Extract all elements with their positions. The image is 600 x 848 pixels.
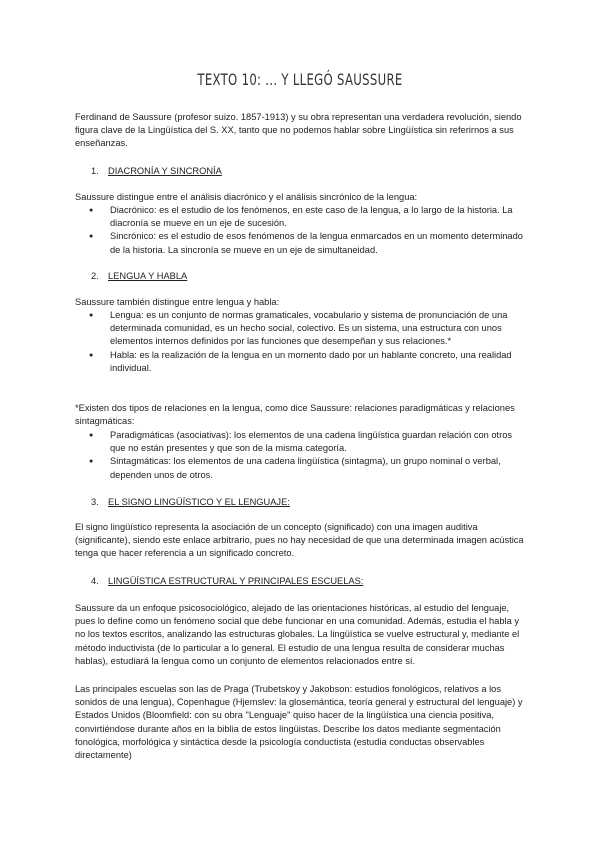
section-3-body: El signo lingüístico representa la asociación de un concepto (significado) con una imagen auditiva (significante), siendo este enlace arbitrario, pues no hay necesidad de que una determinada imagen acústica tenga que hacer referencia a un significado concreto. — [75, 522, 524, 559]
list-item: ● Sincrónico: es el estudio de esos fenómenos de la lengua enmarcados en un momento determinado de la historia. La sincronía se mueve en un eje de simultaneidad. — [75, 230, 530, 256]
intro-paragraph: Ferdinand de Saussure (profesor suizo. 1857-1913) y su obra representan una verdadera revolución, siendo figura clave de la Lingüística del S. XX, tanto que no podemos hablar sobre Lingüística sin referirnos a sus enseñanzas. — [75, 112, 522, 149]
section-2-heading — [75, 270, 187, 283]
section-2-note-bullet-list — [75, 429, 530, 482]
section-2-note: *Existen dos tipos de relaciones en la lengua, como dice Saussure: relaciones paradigmáticas y relaciones sintagmáticas: — [75, 403, 515, 427]
list-item: ● Diacrónico: es el estudio de los fenómenos, en este caso de la lengua, a lo largo de la historia. La diacronía se mueve en un eje de sucesión. — [75, 204, 530, 230]
section-3-title: EL SIGNO LINGÜÍSTICO Y EL LENGUAJE: — [108, 497, 290, 507]
section-1-title: DIACRONÍA Y SINCRONÍA — [108, 166, 222, 176]
section-3-number: 3. — [91, 497, 99, 507]
section-1-number: 1. — [91, 166, 99, 176]
section-4-number: 4. — [91, 576, 99, 586]
section-3-heading — [75, 496, 290, 509]
section-4-heading — [75, 575, 363, 588]
section-2-number: 2. — [91, 271, 99, 281]
section-2-title: LENGUA Y HABLA — [108, 271, 188, 281]
section-1-heading — [75, 165, 222, 178]
list-item: ● Paradigmáticas (asociativas): los elementos de una cadena lingüística guardan relación con otros que no están presentes y que son de la misma categoría. — [75, 429, 530, 455]
list-item: ● Habla: es la realización de la lengua en un momento dado por un hablante concreto, una realidad individual. — [75, 349, 530, 375]
list-item: ● Lengua: es un conjunto de normas gramaticales, vocabulario y sistema de pronunciación de una determinada comunidad, es un hecho social, colectivo. Es un sistema, una estructura con unos elementos internos definidos por las funciones que desempeñan y sus relaciones.* — [75, 309, 530, 349]
section-2-lead: Saussure también distingue entre lengua y habla: — [75, 297, 280, 307]
section-4-body: Saussure da un enfoque psicosociológico, alejado de las orientaciones históricas, al estudio del lenguaje, pues lo define como un fenómeno social que debe funcionar en una comunidad. Además, estudia el habla y no los textos escritos, analizando las estructuras globales. La lingüística se vuelve estructural y, mediante el método inductivista (de lo particular a lo general. El estudio de una lengua resulta de considerar muchas hablas), estudiará la lengua como un conjunto de elementos relacionados entre sí. — [75, 603, 520, 666]
section-4-title: LINGÜÍSTICA ESTRUCTURAL Y PRINCIPALES ESCUELAS: — [108, 576, 364, 586]
list-item: ● Sintagmáticas: los elementos de una cadena lingüística (sintagma), un grupo nominal o verbal, dependen unos de otros. — [75, 455, 530, 481]
section-4-body-2: Las principales escuelas son las de Praga (Trubetskoy y Jakobson: estudios fonológicos, relativos a los sonidos de una lengua), Copenhague (Hjemslev: la glosemántica, teoría general y estructural del lenguaje) y Estados Unidos (Bloomfield: con su obra "Lenguaje" quiso hacer de la lingüística una ciencia positiva, convirtiéndose durante años en la biblia de estos lingüistas. Describe los datos mediante segmentación fonológica, morfológica y sintáctica desde la psicología conductista (estudia conductas observables directamente) — [75, 684, 523, 761]
section-1-lead: Saussure distingue entre el análisis diacrónico y el análisis sincrónico de la lengua: — [75, 192, 418, 202]
section-2-bullet-list — [75, 309, 530, 375]
section-1-bullet-list — [75, 204, 530, 257]
page-title: TEXTO 10: ... Y LLEGÓ SAUSSURE — [197, 71, 403, 90]
